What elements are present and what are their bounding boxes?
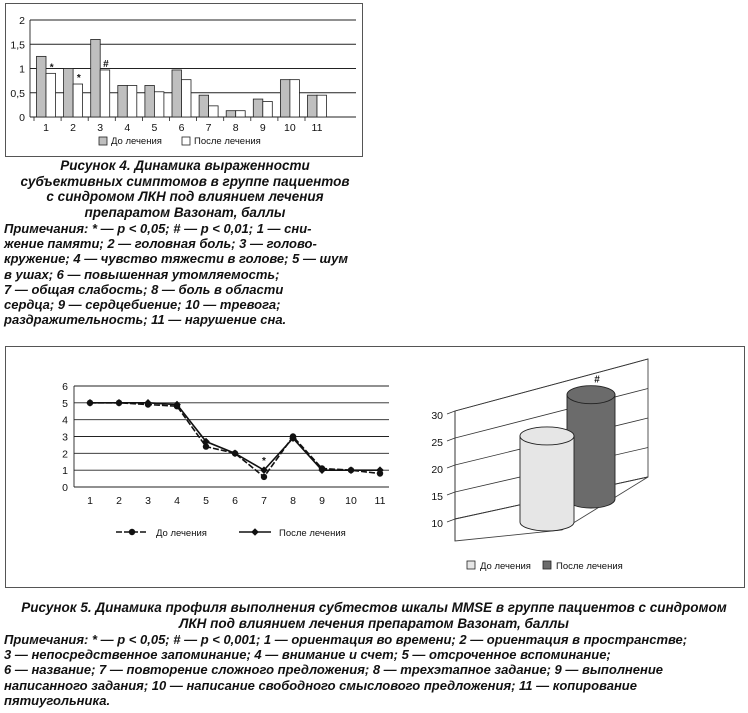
x-tick-label: 9 — [259, 122, 266, 134]
bar-before — [145, 85, 155, 117]
significance-marker: * — [262, 456, 266, 468]
legend-swatch — [99, 137, 107, 145]
figure4-note-line: в ушах; 6 — повышенная утомляемость; — [4, 266, 280, 282]
figure5-caption-line: ЛКН под влиянием лечения препаратом Вазонат, баллы — [179, 615, 569, 631]
legend-label: До лечения — [480, 561, 531, 572]
bar-after — [317, 95, 327, 117]
significance-marker: # — [103, 58, 109, 70]
bar-before — [64, 69, 74, 118]
figure4-caption-line: Рисунок 4. Динамика выраженности — [60, 158, 310, 173]
legend-label: До лечения — [111, 136, 162, 147]
bar-before — [280, 80, 290, 117]
bar-before — [91, 39, 101, 117]
cylinder-body-before — [520, 436, 574, 531]
y-tick-label: 6 — [62, 381, 68, 393]
x-tick-label: 10 — [284, 122, 296, 134]
figure5-note-line: Примечания: * — p < 0,05; # — p < 0,001; 1 — ориентация во времени; 2 — ориентация в пространстве; — [4, 632, 688, 647]
y-tick-label: 3 — [62, 431, 68, 444]
legend-label: После лечения — [279, 528, 346, 539]
significance-marker: * — [76, 73, 81, 85]
gridline-left — [447, 411, 455, 414]
legend-swatch — [182, 137, 190, 145]
gridline-left — [447, 492, 455, 495]
x-tick-label: 10 — [345, 495, 357, 507]
figure4-chart-frame — [5, 3, 363, 157]
figure5-note-line: 3 — непосредственное запоминание; 4 — внимание и счет; 5 — отсроченное вспоминание; — [4, 647, 611, 663]
bar-after — [263, 101, 273, 117]
x-tick-label: 11 — [374, 495, 386, 507]
bar-after — [182, 80, 192, 117]
figure5-caption-line: Рисунок 5. Динамика профиля выполнения субтестов шкалы MMSE в группе пациентов с синдромом — [21, 600, 727, 615]
figure5-chart-frame — [5, 346, 745, 588]
x-tick-label: 4 — [124, 122, 131, 134]
figure5-note-line: написанного задания; 10 — написание свободного смыслового предложения; 11 — копирование — [4, 677, 637, 693]
bar-before — [253, 99, 262, 117]
y-tick-label: 1,5 — [10, 39, 25, 52]
bar-after — [127, 85, 137, 117]
bar-before — [226, 111, 236, 117]
series-line-before — [90, 403, 380, 477]
bar-after — [73, 84, 83, 117]
figure4-notes — [4, 221, 364, 327]
bar-after — [290, 80, 300, 117]
figure4-caption-line: препаратом Вазонат, баллы — [84, 204, 286, 220]
y-tick-label: 5 — [62, 397, 68, 410]
figure5-note-line: 6 — название; 7 — повторение сложного предложения; 8 — трехэтапное задание; 9 — выполнение — [4, 662, 664, 678]
figure5-note-line: пятиугольника. — [4, 692, 111, 708]
cylinder-top — [567, 386, 615, 404]
x-tick-label: 3 — [145, 495, 151, 507]
data-point-circle — [261, 474, 267, 480]
bar-before — [118, 85, 128, 117]
cylinder-top — [520, 427, 574, 445]
gridline-left — [447, 519, 455, 522]
figure5-chart-panel — [6, 347, 744, 587]
gridline-left — [447, 465, 455, 468]
y-tick-label: 25 — [431, 437, 443, 449]
x-tick-label: 1 — [87, 495, 93, 507]
y-tick-label: 1 — [62, 465, 68, 478]
y-tick-label: 2 — [19, 15, 25, 27]
significance-marker: # — [594, 374, 600, 386]
figure5-caption — [0, 600, 748, 631]
x-tick-label: 1 — [43, 122, 49, 134]
x-tick-label: 8 — [232, 122, 239, 134]
figure4-note-line: кружение; 4 — чувство тяжести в голове; 5 — шум — [4, 251, 348, 267]
legend-label: После лечения — [556, 561, 623, 572]
x-tick-label: 9 — [319, 495, 325, 507]
data-point-diamond — [115, 399, 123, 407]
figure4-bar-chart — [6, 4, 362, 156]
figure4-caption — [0, 158, 370, 220]
legend-swatch — [543, 561, 551, 569]
x-tick-label: 6 — [178, 122, 185, 134]
legend-marker-diamond — [251, 528, 259, 536]
x-tick-label: 2 — [70, 122, 77, 134]
bar-before — [172, 70, 182, 117]
bar-after — [236, 111, 246, 117]
cylinder-chart — [431, 359, 648, 572]
x-tick-label: 5 — [151, 122, 158, 134]
y-tick-label: 30 — [431, 410, 443, 422]
figure5-notes — [4, 632, 744, 708]
bar-before — [199, 95, 209, 117]
figure4-caption-line: с синдромом ЛКН под влиянием лечения — [46, 189, 324, 204]
y-tick-label: 20 — [431, 464, 443, 476]
x-tick-label: 5 — [203, 495, 209, 507]
legend-label: До лечения — [156, 528, 207, 539]
y-tick-label: 0,5 — [10, 87, 25, 100]
y-tick-label: 10 — [431, 518, 443, 530]
x-tick-label: 6 — [232, 495, 238, 507]
bar-before — [308, 95, 318, 117]
bar-after — [100, 70, 110, 117]
legend-swatch — [467, 561, 475, 569]
bar-after — [209, 106, 219, 117]
figure4-note-line: сердца; 9 — сердцебиение; 10 — тревога; — [4, 297, 281, 313]
figure4-note-line: Примечания: * — p < 0,05; # — p < 0,01; 1 — сни- — [4, 221, 312, 236]
x-tick-label: 2 — [116, 495, 122, 507]
gridline-left — [447, 438, 455, 441]
figure4-caption-line: субъективных симптомов в группе пациентов — [20, 173, 350, 189]
x-tick-label: 11 — [311, 122, 323, 134]
y-tick-label: 4 — [62, 414, 68, 427]
data-point-diamond — [86, 399, 94, 407]
x-tick-label: 4 — [174, 495, 180, 507]
bar-after — [154, 92, 164, 117]
x-tick-label: 8 — [290, 495, 296, 507]
data-point-diamond — [347, 466, 355, 474]
y-tick-label: 0 — [19, 112, 25, 124]
figure4-note-line: раздражительность; 11 — нарушение сна. — [4, 312, 287, 328]
significance-marker: * — [49, 62, 54, 74]
x-tick-label: 7 — [261, 495, 267, 507]
figure4-note-line: жение памяти; 2 — головная боль; 3 — голово- — [4, 236, 317, 252]
y-tick-label: 0 — [62, 482, 68, 494]
legend-marker-circle — [129, 529, 135, 535]
y-tick-label: 15 — [431, 491, 443, 503]
x-tick-label: 3 — [97, 122, 104, 134]
figure4-note-line: 7 — общая слабость; 8 — боль в области — [4, 281, 284, 297]
bar-before — [37, 56, 47, 117]
bar-after — [46, 73, 56, 117]
y-tick-label: 1 — [19, 63, 25, 76]
y-tick-label: 2 — [62, 448, 68, 461]
legend-label: После лечения — [194, 136, 261, 147]
x-tick-label: 7 — [205, 122, 212, 134]
